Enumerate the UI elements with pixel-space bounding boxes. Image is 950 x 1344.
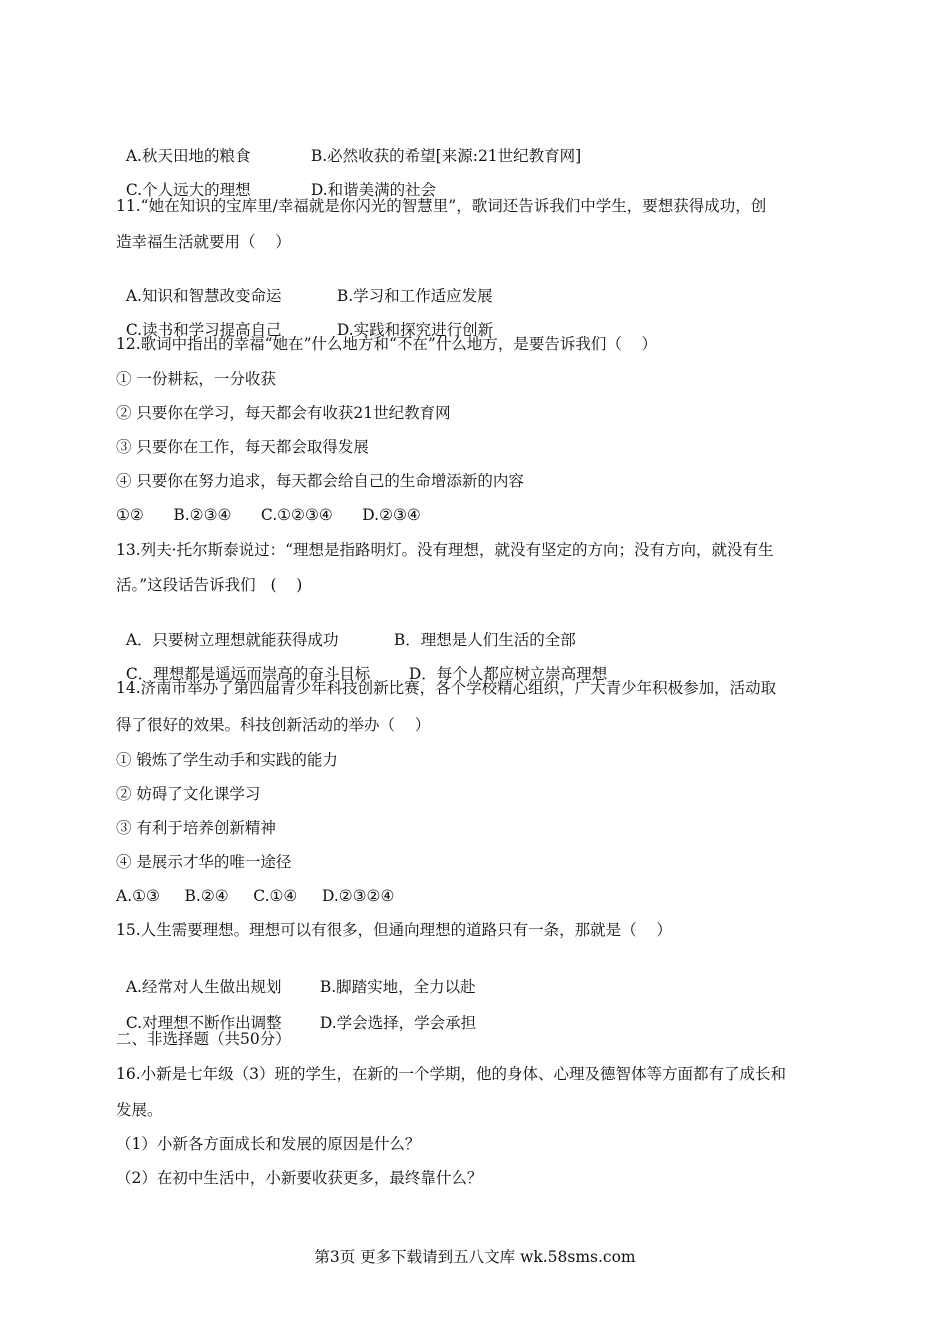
q10-option-a: A.秋天田地的粮食 — [125, 147, 251, 165]
q13-option-d: D．每个人都应树立崇高理想 — [408, 665, 608, 683]
page-footer: 第3页 更多下载请到五八文库 wk.58sms.com — [314, 1248, 636, 1266]
section-heading-non-choice: 二、非选择题（共50分） — [116, 1030, 291, 1048]
q13-option-a: A．只要树立理想就能获得成功 — [125, 631, 339, 649]
q14-stem-line2: 得了很好的效果。科技创新活动的举办（ ） — [116, 716, 431, 734]
q11-option-d: D.实践和探究进行创新 — [336, 321, 494, 339]
q14-item-3: ③ 有利于培养创新精神 — [116, 819, 276, 837]
q10-option-d: D.和谐美满的社会 — [310, 181, 437, 199]
q16-subquestion-2: （2）在初中生活中，小新要收获更多，最终靠什么？ — [116, 1169, 483, 1187]
q13-stem-line1: 13.列夫·托尔斯泰说过：“理想是指路明灯。没有理想，就没有坚定的方向；没有方向，就没有生 — [116, 541, 774, 559]
q12-item-3: ③ 只要你在工作，每天都会取得发展 — [116, 438, 369, 456]
q15-option-c: C.对理想不断作出调整 — [125, 1014, 282, 1032]
q14-item-2: ② 妨碍了文化课学习 — [116, 785, 261, 803]
q11-stem-line1: 11.“她在知识的宝库里/幸福就是你闪光的智慧里”，歌词还告诉我们中学生，要想获得成功，创 — [116, 197, 767, 215]
q15-option-b: B.脚踏实地，全力以赴 — [319, 978, 476, 996]
q15-options-row1 — [116, 957, 476, 997]
q14-stem-line1: 14.济南市举办了第四届青少年科技创新比赛，各个学校精心组织，广大青少年积极参加，活动取 — [116, 679, 777, 697]
q15-options-row2 — [116, 993, 476, 1033]
q12-item-4: ④ 只要你在努力追求，每天都会给自己的生命增添新的内容 — [116, 472, 524, 490]
q11-stem-line2: 造幸福生活就要用（ ） — [116, 233, 291, 251]
q11-option-a: A.知识和智慧改变命运 — [125, 287, 282, 305]
q13-option-b: B．理想是人们生活的全部 — [393, 631, 576, 649]
q16-stem-line1: 16.小新是七年级（3）班的学生，在新的一个学期，他的身体、心理及德智体等方面都有了成长和 — [116, 1065, 787, 1083]
q10-options-row2 — [116, 160, 436, 200]
q14-item-1: ① 锻炼了学生动手和实践的能力 — [116, 751, 338, 769]
q12-options: ①② B.②③④ C.①②③④ D.②③④ — [116, 506, 421, 524]
q11-option-b: B.学习和工作适应发展 — [336, 287, 493, 305]
q14-options: A.①③ B.②④ C.①④ D.②③②④ — [116, 887, 395, 905]
q12-item-2: ② 只要你在学习，每天都会有收获21世纪教育网 — [116, 404, 451, 422]
q13-stem-line2: 活。”这段话告诉我们 ( ) — [116, 576, 303, 594]
q16-subquestion-1: （1）小新各方面成长和发展的原因是什么？ — [116, 1135, 421, 1153]
q14-item-4: ④ 是展示才华的唯一途径 — [116, 853, 292, 871]
q13-option-c: C．理想都是遥远而崇高的奋斗目标 — [125, 665, 371, 683]
q11-option-c: C.读书和学习提高自己 — [125, 321, 282, 339]
q12-item-1: ① 一份耕耘，一分收获 — [116, 370, 276, 388]
q15-stem: 15.人生需要理想。理想可以有很多，但通向理想的道路只有一条，那就是（ ） — [116, 921, 672, 939]
q10-option-b: B.必然收获的希望[来源:21世纪教育网] — [310, 147, 582, 165]
q15-option-a: A.经常对人生做出规划 — [125, 978, 282, 996]
q16-stem-line2: 发展。 — [116, 1101, 163, 1119]
q15-option-d: D.学会选择，学会承担 — [319, 1014, 477, 1032]
q10-option-c: C.个人远大的理想 — [125, 181, 251, 199]
q12-stem: 12.歌词中指出的幸福“她在”什么地方和“不在”什么地方，是要告诉我们（ ） — [116, 335, 658, 353]
